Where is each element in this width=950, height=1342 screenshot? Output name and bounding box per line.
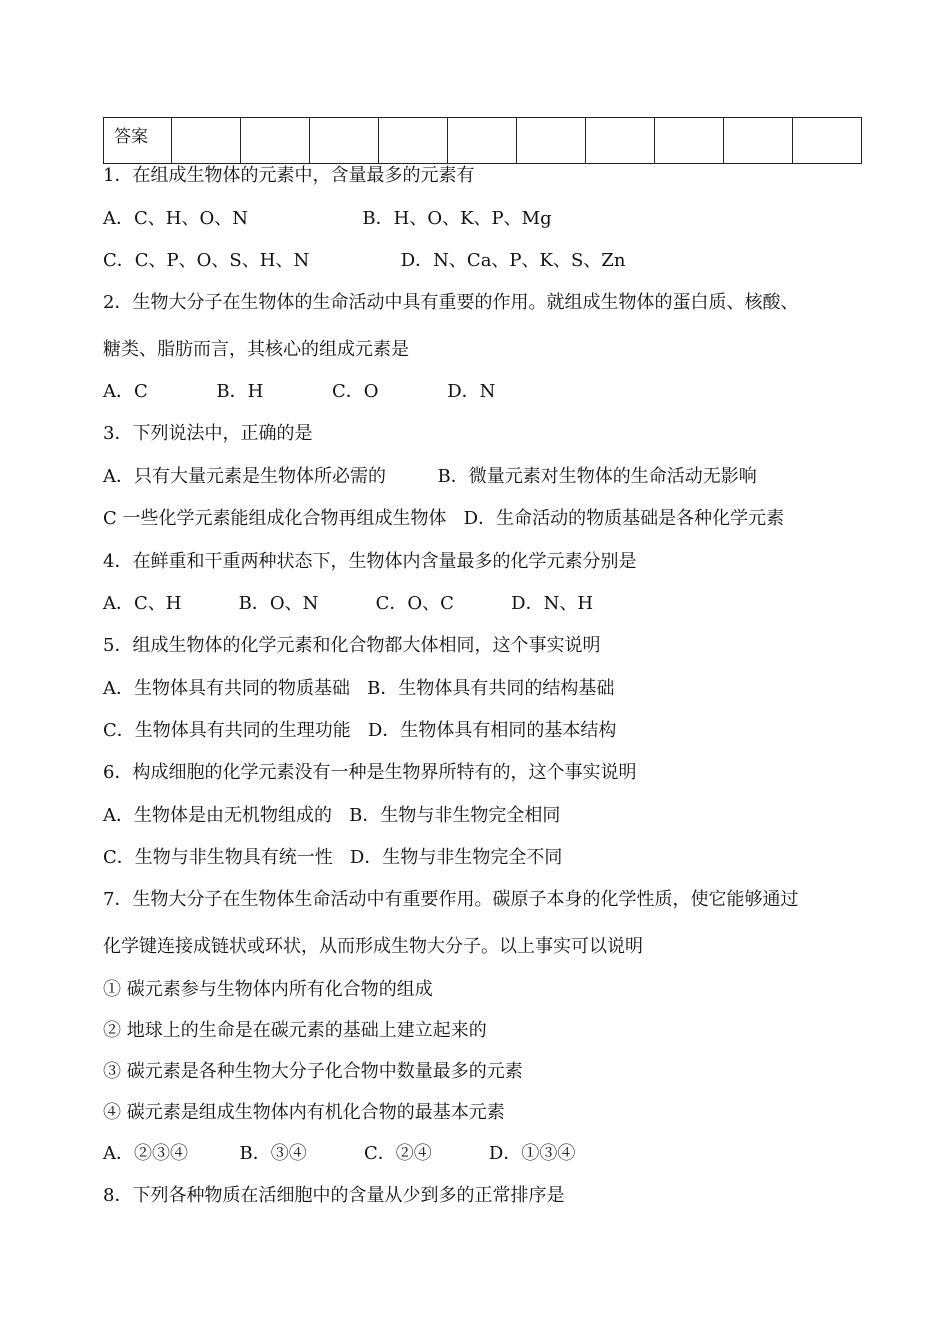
question-2-stem-cont: 糖类、脂肪而言，其核心的组成元素是: [103, 339, 409, 360]
question-4-stem: 4．在鲜重和干重两种状态下，生物体内含量最多的化学元素分别是: [103, 551, 637, 572]
question-8-stem: 8．下列各种物质在活细胞中的含量从少到多的正常排序是: [103, 1185, 565, 1206]
question-3-options-cd: C 一些化学元素能组成化合物再组成生物体 D．生命活动的物质基础是各种化学元素: [103, 508, 785, 529]
answer-cell-8[interactable]: [655, 118, 724, 164]
question-5-options-cd: C．生物体具有共同的生理功能 D．生物体具有相同的基本结构: [103, 720, 617, 741]
question-6-options-ab: A．生物体是由无机物组成的 B．生物与非生物完全相同: [103, 805, 561, 826]
answer-cell-3[interactable]: [310, 118, 379, 164]
answer-cell-10[interactable]: [793, 118, 862, 164]
answer-table: [103, 117, 862, 164]
question-3-stem: 3．下列说法中，正确的是: [103, 423, 313, 444]
question-7-options: A．②③④ B．③④ C．②④ D．①③④: [103, 1143, 576, 1164]
question-1-options-cd: C．C、P、O、S、H、N D．N、Ca、P、K、S、Zn: [103, 250, 626, 271]
question-2-stem: 2．生物大分子在生物体的生命活动中具有重要的作用。就组成生物体的蛋白质、核酸、: [103, 292, 799, 313]
question-6-options-cd: C．生物与非生物具有统一性 D．生物与非生物完全不同: [103, 847, 563, 868]
question-2-options: A．C B．H C．O D．N: [103, 381, 496, 402]
answer-label: 答案: [104, 118, 172, 164]
answer-cell-2[interactable]: [241, 118, 310, 164]
answer-cell-7[interactable]: [586, 118, 655, 164]
question-6-stem: 6．构成细胞的化学元素没有一种是生物界所特有的，这个事实说明: [103, 762, 637, 783]
question-7-statement-4: ④ 碳元素是组成生物体内有机化合物的最基本元素: [103, 1102, 505, 1123]
question-1-stem: 1．在组成生物体的元素中，含量最多的元素有: [103, 165, 475, 186]
answer-table-row: [104, 118, 862, 164]
answer-cell-5[interactable]: [448, 118, 517, 164]
question-7-stem: 7．生物大分子在生物体生命活动中有重要作用。碳原子本身的化学性质，使它能够通过: [103, 889, 799, 910]
question-7-statement-2: ② 地球上的生命是在碳元素的基础上建立起来的: [103, 1020, 487, 1041]
answer-cell-6[interactable]: [517, 118, 586, 164]
answer-cell-9[interactable]: [724, 118, 793, 164]
question-7-stem-cont: 化学键连接成链状或环状，从而形成生物大分子。以上事实可以说明: [103, 936, 643, 957]
question-1-options-ab: A．C、H、O、N B．H、O、K、P、Mg: [103, 208, 552, 229]
answer-cell-4[interactable]: [379, 118, 448, 164]
question-5-options-ab: A．生物体具有共同的物质基础 B．生物体具有共同的结构基础: [103, 678, 615, 699]
question-7-statement-3: ③ 碳元素是各种生物大分子化合物中数量最多的元素: [103, 1061, 523, 1082]
question-7-statement-1: ① 碳元素参与生物体内所有化合物的组成: [103, 979, 433, 1000]
question-3-options-ab: A．只有大量元素是生物体所必需的 B．微量元素对生物体的生命活动无影响: [103, 466, 757, 487]
question-5-stem: 5．组成生物体的化学元素和化合物都大体相同，这个事实说明: [103, 635, 601, 656]
answer-cell-1[interactable]: [172, 118, 241, 164]
question-4-options: A．C、H B．O、N C．O、C D．N、H: [103, 593, 594, 614]
